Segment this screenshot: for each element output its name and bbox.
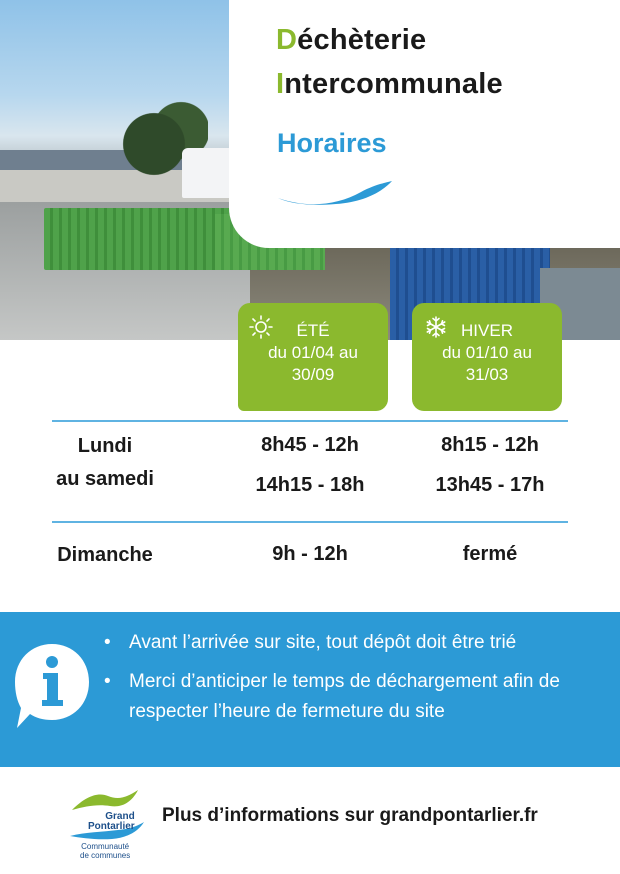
info-item-2 [104, 667, 619, 727]
schedule-hiver-sunday: fermé [462, 543, 518, 565]
season-name-ete: ÉTÉ [296, 321, 330, 340]
schedule-hiver-weekdays-pm: 13h45 - 17h [435, 474, 545, 496]
info-item-1-text: Avant l’arrivée sur site, tout dépôt doit être trié [129, 632, 517, 653]
schedule-divider-bottom [52, 521, 568, 523]
schedule-ete-weekdays-am: 8h45 - 12h [261, 434, 359, 456]
title-rest-2: ntercommunale [284, 68, 503, 100]
wave-decoration [276, 178, 394, 208]
schedule-hiver-weekdays-am: 8h15 - 12h [441, 434, 539, 456]
page-title-line-2 [276, 68, 503, 101]
schedule-day-line2: au samedi [56, 468, 154, 490]
title-rest-1: échèterie [297, 24, 427, 56]
season-dates-hiver-2: 31/03 [465, 365, 509, 384]
title-initial-i: I [276, 68, 285, 100]
season-card-hiver [412, 303, 562, 411]
schedule-day-sunday: Dimanche [57, 544, 153, 566]
logo-wordmark [88, 812, 135, 832]
info-item-1 [104, 628, 619, 658]
season-dates-hiver-1: du 01/10 au [442, 343, 532, 362]
logo-line4: de communes [80, 851, 131, 860]
page-title-line-1 [276, 24, 426, 57]
more-info-text: Plus d’informations sur grandpontarlier.fr [162, 805, 538, 826]
page-subtitle: Horaires [277, 128, 387, 158]
logo-line1: Grand [105, 811, 135, 822]
schedule-day-line1: Lundi [77, 435, 133, 457]
info-icon [13, 642, 91, 734]
title-initial-d: D [276, 24, 298, 56]
snowflake-icon [424, 315, 448, 339]
season-card-ete [238, 303, 388, 411]
schedule-divider-top [52, 420, 568, 422]
schedule-ete-sunday: 9h - 12h [272, 543, 348, 565]
sun-icon [249, 315, 273, 339]
bullet-icon: • [104, 671, 111, 692]
logo-line2: Pontarlier [88, 821, 135, 832]
logo-caption [80, 842, 130, 860]
season-name-hiver: HIVER [461, 321, 513, 340]
bullet-icon: • [104, 632, 111, 653]
info-item-2-text: Merci d’anticiper le temps de déchargement afin de respecter l’heure de fermeture du site [129, 671, 560, 722]
info-list [104, 628, 619, 736]
schedule-day-weekdays [30, 430, 180, 496]
logo-line3: Communauté [81, 842, 130, 851]
schedule-ete-weekdays-pm: 14h15 - 18h [255, 474, 365, 496]
season-dates-ete-1: du 01/04 au [268, 343, 358, 362]
season-dates-ete-2: 30/09 [291, 365, 335, 384]
